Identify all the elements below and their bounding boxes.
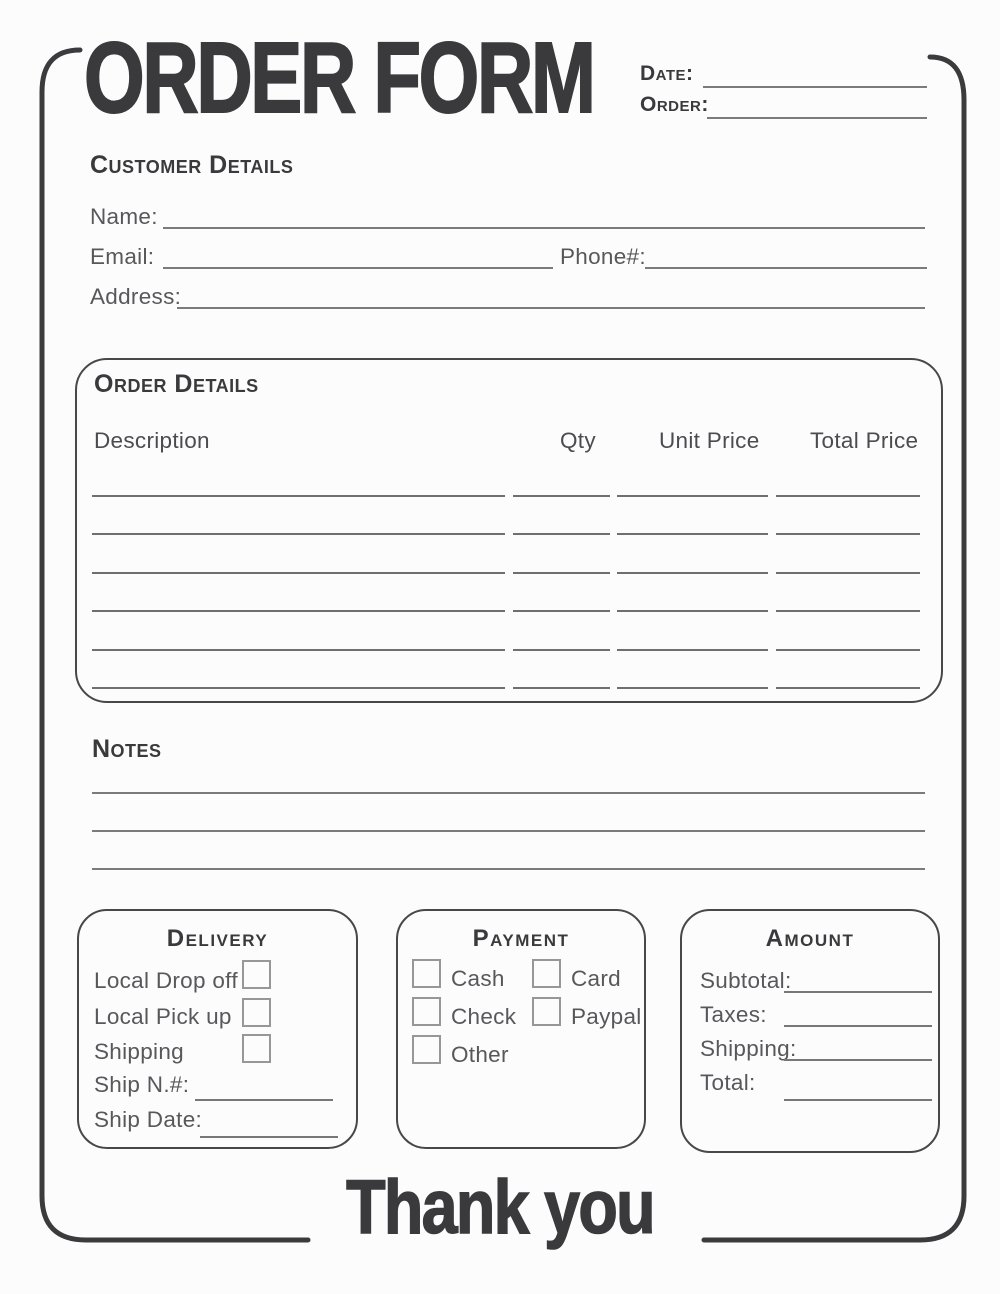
shipping-cost-input-line[interactable] [784, 1059, 932, 1061]
taxes-input-line[interactable] [784, 1025, 932, 1027]
table-row [92, 477, 920, 497]
other-checkbox[interactable] [412, 1035, 441, 1064]
check-checkbox[interactable] [412, 997, 441, 1026]
unit-price-input-line[interactable] [617, 554, 768, 574]
column-header-description: Description [94, 428, 210, 453]
notes-input-line[interactable] [92, 792, 925, 794]
name-input-line[interactable] [163, 227, 925, 229]
total-label: Total: [700, 1070, 756, 1095]
card-label: Card [571, 966, 621, 991]
shipping-option-label: Shipping [94, 1039, 184, 1064]
qty-input-line[interactable] [513, 515, 610, 535]
table-row [92, 592, 920, 612]
column-header-total-price: Total Price [810, 428, 919, 453]
payment-heading: Payment [472, 925, 570, 952]
address-input-line[interactable] [177, 307, 925, 309]
qty-input-line[interactable] [513, 592, 610, 612]
other-label: Other [451, 1042, 509, 1067]
total-price-input-line[interactable] [776, 631, 920, 651]
unit-price-input-line[interactable] [617, 515, 768, 535]
description-input-line[interactable] [92, 515, 505, 535]
qty-input-line[interactable] [513, 554, 610, 574]
phone-input-line[interactable] [645, 267, 927, 269]
phone-label: Phone#: [560, 244, 646, 269]
ship-number-input-line[interactable] [195, 1099, 333, 1101]
notes-heading: Notes [92, 735, 162, 763]
qty-input-line[interactable] [513, 477, 610, 497]
total-price-input-line[interactable] [776, 554, 920, 574]
subtotal-label: Subtotal: [700, 968, 792, 993]
amount-section [680, 909, 940, 1153]
order-details-heading: Order Details [94, 370, 259, 398]
total-price-input-line[interactable] [776, 477, 920, 497]
ship-date-input-line[interactable] [200, 1136, 338, 1138]
delivery-heading: Delivery [166, 925, 269, 952]
payment-section [396, 909, 646, 1149]
description-input-line[interactable] [92, 592, 505, 612]
local-drop-off-label: Local Drop off [94, 968, 238, 993]
email-label: Email: [90, 244, 155, 269]
paypal-label: Paypal [571, 1004, 642, 1029]
order-label: Order: [640, 93, 709, 116]
taxes-label: Taxes: [700, 1002, 767, 1027]
paypal-checkbox[interactable] [532, 997, 561, 1026]
qty-input-line[interactable] [513, 631, 610, 651]
ship-date-label: Ship Date: [94, 1107, 203, 1132]
description-input-line[interactable] [92, 554, 505, 574]
table-row [92, 554, 920, 574]
total-price-input-line[interactable] [776, 592, 920, 612]
table-row [92, 669, 920, 689]
notes-input-line[interactable] [92, 830, 925, 832]
total-price-input-line[interactable] [776, 669, 920, 689]
table-row [92, 515, 920, 535]
shipping-cost-label: Shipping: [700, 1036, 797, 1061]
qty-input-line[interactable] [513, 669, 610, 689]
thank-you-text: Thank you [346, 1165, 654, 1250]
date-label: Date: [640, 62, 694, 85]
table-row [92, 631, 920, 651]
unit-price-input-line[interactable] [617, 477, 768, 497]
order-input-line[interactable] [707, 117, 927, 119]
address-label: Address: [90, 284, 182, 309]
card-checkbox[interactable] [532, 959, 561, 988]
subtotal-input-line[interactable] [784, 991, 932, 993]
local-pick-up-checkbox[interactable] [242, 998, 271, 1027]
local-drop-off-checkbox[interactable] [242, 960, 271, 989]
date-input-line[interactable] [703, 86, 927, 88]
unit-price-input-line[interactable] [617, 669, 768, 689]
shipping-checkbox[interactable] [242, 1034, 271, 1063]
page-title: ORDER FORM [84, 22, 594, 134]
email-input-line[interactable] [163, 267, 553, 269]
description-input-line[interactable] [92, 631, 505, 651]
customer-details-heading: Customer Details [90, 151, 294, 179]
check-label: Check [451, 1004, 517, 1029]
footer [0, 1165, 1000, 1250]
description-input-line[interactable] [92, 669, 505, 689]
cash-checkbox[interactable] [412, 959, 441, 988]
cash-label: Cash [451, 966, 505, 991]
local-pick-up-label: Local Pick up [94, 1004, 232, 1029]
column-header-qty: Qty [560, 428, 596, 453]
notes-input-line[interactable] [92, 868, 925, 870]
unit-price-input-line[interactable] [617, 592, 768, 612]
total-price-input-line[interactable] [776, 515, 920, 535]
amount-heading: Amount [765, 925, 855, 952]
ship-number-label: Ship N.#: [94, 1072, 190, 1097]
name-label: Name: [90, 204, 158, 229]
delivery-section [77, 909, 358, 1149]
unit-price-input-line[interactable] [617, 631, 768, 651]
description-input-line[interactable] [92, 477, 505, 497]
column-header-unit-price: Unit Price [659, 428, 760, 453]
total-input-line[interactable] [784, 1099, 932, 1101]
